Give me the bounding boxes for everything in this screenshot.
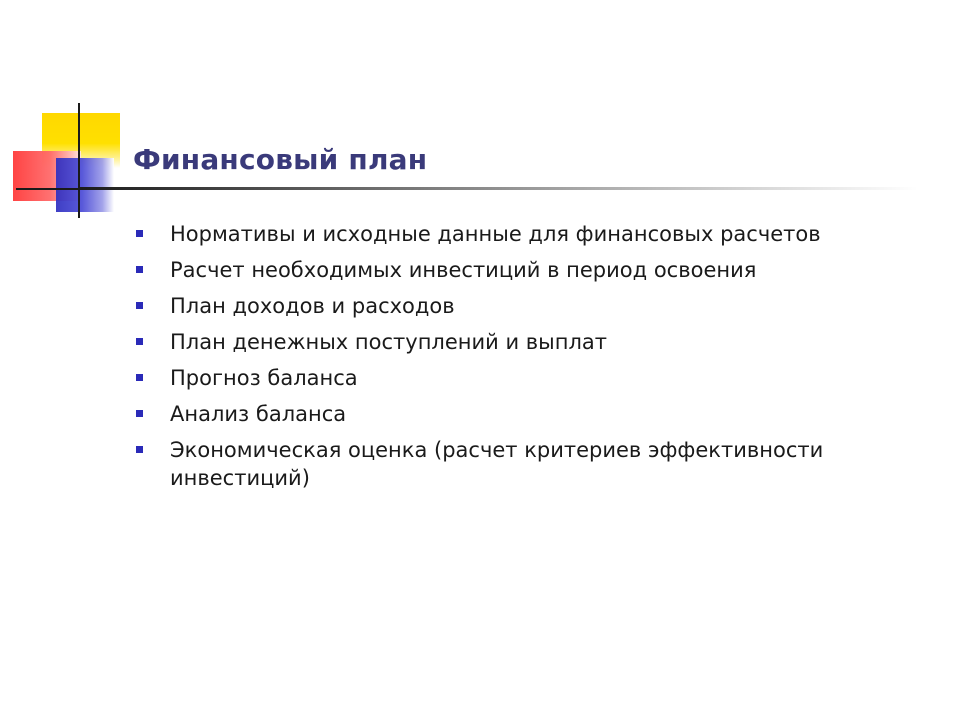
bullet-text: План денежных поступлений и выплат [170, 330, 608, 354]
bullet-item [136, 436, 916, 492]
bullet-item [136, 220, 916, 248]
bullet-item [136, 256, 916, 284]
bullet-text: План доходов и расходов [170, 294, 455, 318]
bullet-list [136, 220, 916, 500]
square-bullet-icon [136, 230, 143, 237]
bullet-text: Расчет необходимых инвестиций в период освоения [170, 258, 757, 282]
square-bullet-icon [136, 266, 143, 273]
bullet-item [136, 292, 916, 320]
square-bullet-icon [136, 446, 143, 453]
square-bullet-icon [136, 338, 143, 345]
bullet-item [136, 400, 916, 428]
bullet-text: Прогноз баланса [170, 366, 358, 390]
bullet-text: Нормативы и исходные данные для финансовых расчетов [170, 222, 821, 246]
vertical-line [78, 103, 80, 218]
bullet-item [136, 364, 916, 392]
bullet-item [136, 328, 916, 356]
slide-title: Финансовый план [133, 143, 428, 176]
square-bullet-icon [136, 410, 143, 417]
square-bullet-icon [136, 374, 143, 381]
title-rule [78, 187, 918, 190]
square-bullet-icon [136, 302, 143, 309]
bullet-text: Экономическая оценка (расчет критериев эффективности инвестиций) [170, 438, 824, 490]
bullet-text: Анализ баланса [170, 402, 347, 426]
blue-block [56, 158, 114, 212]
